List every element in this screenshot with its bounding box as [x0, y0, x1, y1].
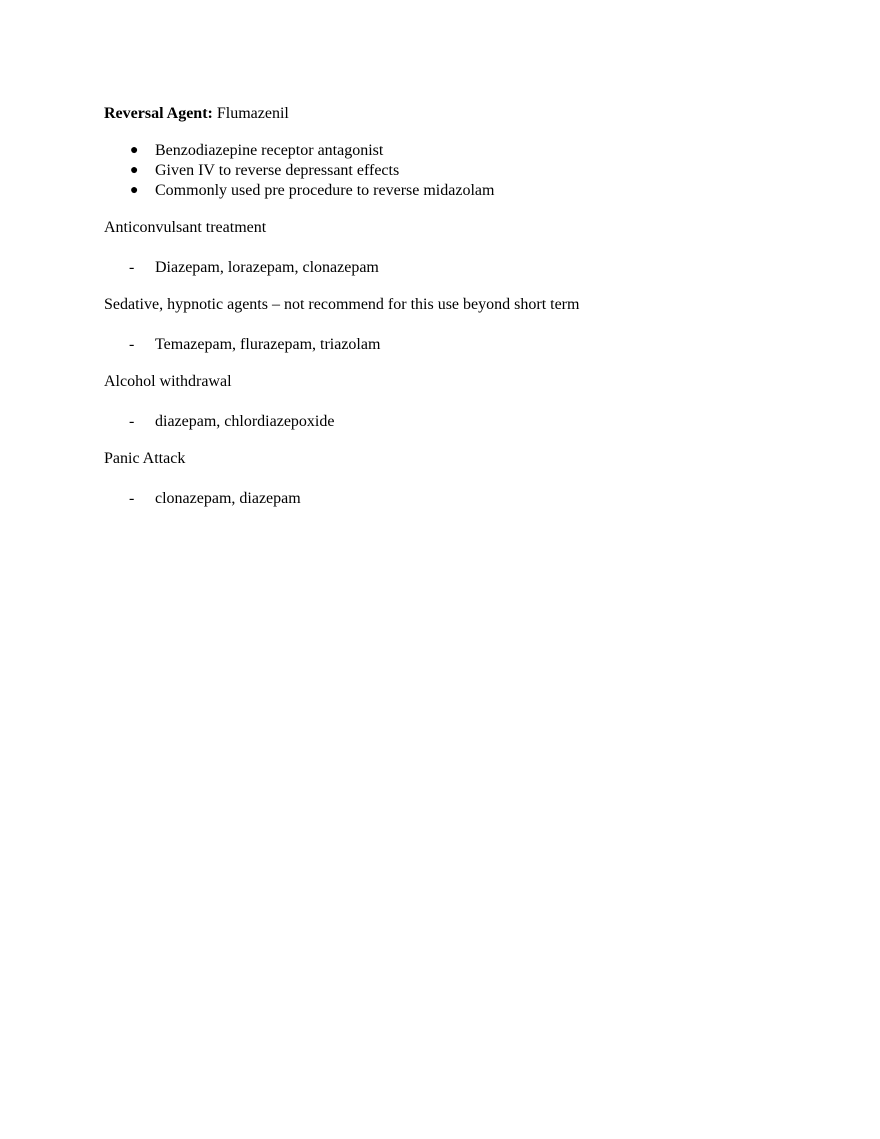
reversal-agent-label: Reversal Agent: — [104, 105, 213, 122]
list-item — [104, 161, 804, 181]
list-item — [104, 335, 804, 355]
list-item-text: clonazepam, diazepam — [155, 490, 301, 507]
reversal-agent-value: Flumazenil — [216, 105, 289, 122]
bullet-icon: ● — [130, 183, 139, 198]
list-item — [104, 412, 804, 432]
list-item — [104, 181, 804, 201]
list-item — [104, 258, 804, 278]
section-heading-alcohol-withdrawal: Alcohol withdrawal — [104, 373, 232, 390]
list-item-text: diazepam, chlordiazepoxide — [155, 413, 335, 430]
section-heading-sedative: Sedative, hypnotic agents – not recommend for this use beyond short term — [104, 296, 580, 313]
list-item-text: Given IV to reverse depressant effects — [155, 162, 400, 179]
dash-icon: - — [129, 336, 135, 353]
list-item-text: Diazepam, lorazepam, clonazepam — [155, 259, 379, 276]
reversal-agent-line — [104, 104, 804, 124]
list-item-text: Benzodiazepine receptor antagonist — [155, 142, 384, 159]
bullet-icon: ● — [130, 163, 139, 178]
reversal-bullet-list — [104, 141, 804, 201]
list-item — [104, 489, 804, 509]
list-item-text: Temazepam, flurazepam, triazolam — [155, 336, 381, 353]
bullet-icon: ● — [130, 143, 139, 158]
section-heading-panic-attack: Panic Attack — [104, 450, 186, 467]
dash-icon: - — [129, 259, 135, 276]
list-item — [104, 141, 804, 161]
list-item-text: Commonly used pre procedure to reverse midazolam — [155, 182, 495, 199]
section-heading-anticonvulsant: Anticonvulsant treatment — [104, 219, 267, 236]
dash-icon: - — [129, 413, 135, 430]
document-content — [104, 104, 804, 509]
dash-icon: - — [129, 490, 135, 507]
